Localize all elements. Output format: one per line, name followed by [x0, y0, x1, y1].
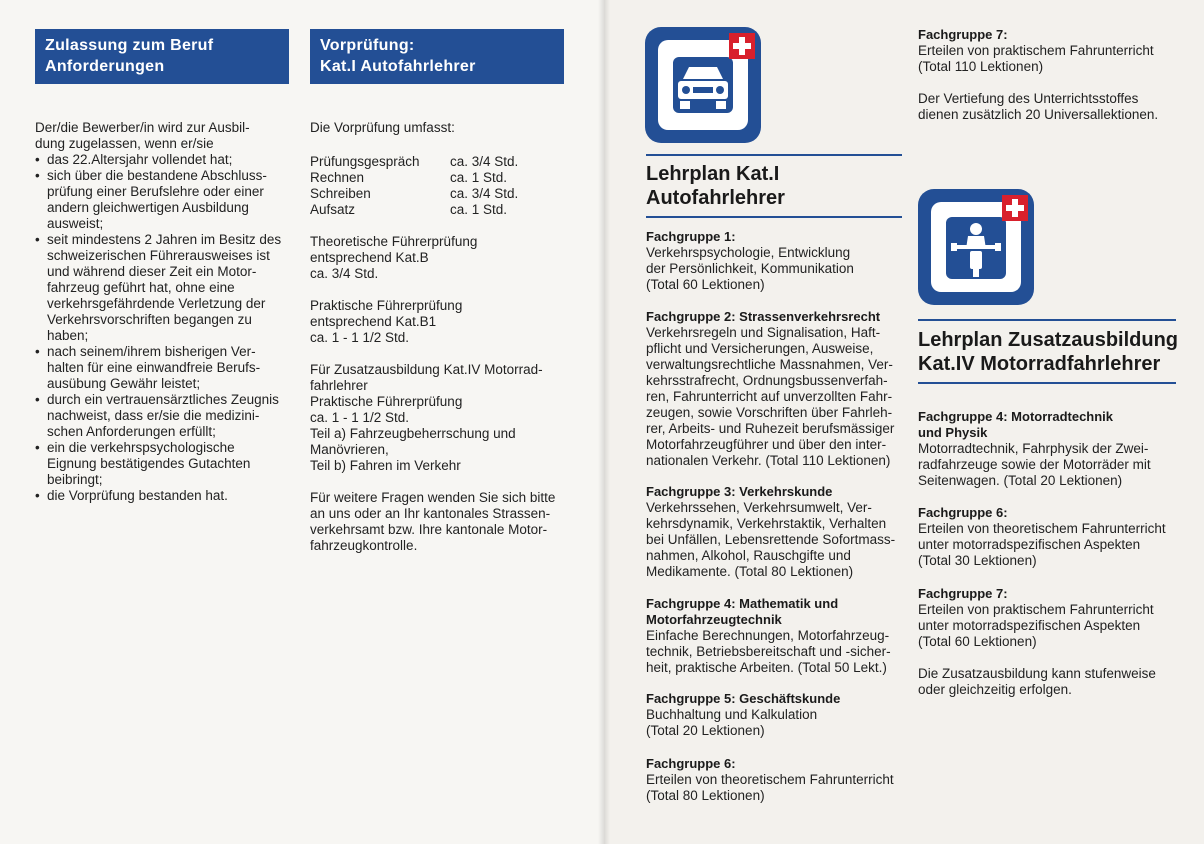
table-row [310, 186, 580, 202]
text-line: ausübung Gewähr leistet; [47, 376, 201, 391]
text-line: Der/die Bewerber/in wird zur Ausbil- [35, 120, 250, 135]
heading-line: Fachgruppe 7: [918, 586, 1008, 601]
text-line: und während dieser Zeit ein Motor- [47, 264, 257, 279]
fachgruppe-block [646, 229, 908, 293]
heading-line: Fachgruppe 1: [646, 229, 736, 244]
fachgruppe-heading [918, 505, 1188, 521]
text-line: • die Vorprüfung bestanden hat. [47, 488, 228, 503]
table-cell: ca. 3/4 Std. [450, 186, 519, 201]
universallektionen-note [918, 91, 1188, 123]
text-line: ca. 3/4 Std. [310, 266, 379, 281]
text-line: Seitenwagen. (Total 20 Lektionen) [918, 473, 1123, 488]
text-line: Einfache Berechnungen, Motorfahrzeug- [646, 628, 890, 643]
text-line: pflicht und Versicherungen, Ausweise, [646, 341, 874, 356]
text-line: radfahrzeuge sowie der Motorräder mit [918, 457, 1151, 472]
exam-duration-table [310, 154, 580, 218]
table-row [310, 154, 580, 170]
heading-line: Fachgruppe 3: Verkehrskunde [646, 484, 833, 499]
heading-line: und Physik [918, 425, 988, 440]
divider [918, 319, 1176, 321]
text-line: nahmen, Alkohol, Rauschgifte und [646, 548, 851, 563]
text-line: dienen zusätzlich 20 Universallektionen. [918, 107, 1159, 122]
text-line: Verkehrssehen, Verkehrsumwelt, Ver- [646, 500, 872, 515]
car-sign-icon [645, 27, 761, 143]
fachgruppe-heading [646, 229, 908, 245]
text-line: Erteilen von praktischem Fahrunterricht [918, 602, 1154, 617]
text-line: haben; [47, 328, 89, 343]
text-line: Für Zusatzausbildung Kat.IV Motorrad- [310, 362, 543, 377]
text-line: Buchhaltung und Kalkulation [646, 707, 818, 722]
fachgruppe-heading [646, 309, 908, 325]
table-cell: Schreiben [310, 186, 371, 201]
text-line: verkehrsgefährdende Verletzung der [47, 296, 266, 311]
text-line: • nach seinem/ihrem bisherigen Ver- [47, 344, 256, 359]
title-line: Autofahrlehrer [646, 187, 785, 209]
list-item [35, 232, 297, 344]
header-line: Kat.I Autofahrlehrer [320, 58, 476, 75]
fachgruppe-block [646, 596, 908, 676]
title-line: Lehrplan Zusatzausbildung [918, 329, 1179, 351]
table-cell: Rechnen [310, 170, 365, 185]
divider [918, 382, 1176, 384]
heading-line: Fachgruppe 7: [918, 27, 1008, 42]
list-item [35, 344, 297, 392]
text-line: nationalen Verkehr. (Total 110 Lektionen) [646, 453, 891, 468]
text-line: (Total 20 Lektionen) [646, 723, 765, 738]
text-line: Praktische Führerprüfung [310, 298, 463, 313]
intro-paragraph [35, 120, 297, 152]
heading-line: Motorfahrzeugtechnik [646, 612, 782, 627]
list-item [35, 168, 297, 232]
fachgruppe-block [646, 691, 908, 739]
table-cell: ca. 3/4 Std. [450, 154, 519, 169]
text-line: zeugen, sowie Vorschriften über Fahrleh- [646, 405, 893, 420]
intro-paragraph: Die Vorprüfung umfasst: [310, 120, 455, 135]
fachgruppe-block [646, 309, 908, 469]
text-line: schen Anforderungen erfüllt; [47, 424, 216, 439]
text-line: Erteilen von theoretischem Fahrunterricht [646, 772, 894, 787]
text-line: Für weitere Fragen wenden Sie sich bitte [310, 490, 556, 505]
heading-line: Fachgruppe 6: [918, 505, 1008, 520]
text-line: dung zugelassen, wenn er/sie [35, 136, 214, 151]
fachgruppe-heading [918, 409, 1188, 441]
list-item [35, 440, 297, 488]
fachgruppe-heading [646, 691, 908, 707]
fachgruppe-heading [918, 27, 1188, 43]
text-line: rer, Arbeits- und Ruhezeit berufsmässiger [646, 421, 895, 436]
page-fold [598, 0, 610, 844]
fachgruppe-block [918, 409, 1188, 489]
text-line: der Persönlichkeit, Kommunikation [646, 261, 854, 276]
fachgruppe-heading [918, 586, 1188, 602]
text-line: Verkehrspsychologie, Entwicklung [646, 245, 851, 260]
text-line: • durch ein vertrauensärztliches Zeugnis [47, 392, 279, 407]
text-line: unter motorradspezifischen Aspekten [918, 537, 1141, 552]
text-line: entsprechend Kat.B [310, 250, 429, 265]
swiss-cross-icon [1002, 195, 1028, 221]
text-line: verkehrsamt bzw. Ihre kantonale Motor- [310, 522, 548, 537]
header-line: Zulassung zum Beruf [45, 37, 214, 54]
list-item [35, 392, 297, 440]
text-line: (Total 60 Lektionen) [918, 634, 1037, 649]
text-line: • ein die verkehrspsychologische [47, 440, 235, 455]
fachgruppe-heading [646, 596, 908, 628]
lehrplan-kat4-title [918, 328, 1178, 376]
text-line: andern gleichwertigen Ausbildung [47, 200, 249, 215]
list-item [35, 152, 297, 168]
text-line: oder gleichzeitig erfolgen. [918, 682, 1072, 697]
heading-line: Fachgruppe 4: Mathematik und [646, 596, 839, 611]
requirements-list [35, 152, 297, 504]
text-line: kehrsstrafrecht, Ordnungsbussenverfah- [646, 373, 888, 388]
text-line: prüfung einer Berufslehre oder einer [47, 184, 264, 199]
text-line: • seit mindestens 2 Jahren im Besitz des [47, 232, 282, 247]
heading-line: Fachgruppe 5: Geschäftskunde [646, 691, 841, 706]
text-line: fahrzeug geführt hat, ohne eine [47, 280, 235, 295]
title-line: Lehrplan Kat.I [646, 163, 780, 185]
text-line: heit, praktische Arbeiten. (Total 50 Lekt.) [646, 660, 887, 675]
text-line: (Total 80 Lektionen) [646, 788, 765, 803]
text-line: Die Zusatzausbildung kann stufenweise [918, 666, 1156, 681]
paragraph [310, 234, 580, 282]
text-line: ren, Fahrunterricht auf unverzollten Fahr- [646, 389, 893, 404]
header-line: Vorprüfung: [320, 37, 415, 54]
fachgruppe-heading [646, 756, 908, 772]
zulassung-text [35, 120, 297, 504]
fachgruppe-block [646, 756, 908, 804]
stufenweise-note [918, 666, 1188, 698]
paragraph [310, 362, 580, 474]
title-line: Kat.IV Motorradfahrlehrer [918, 353, 1161, 375]
text-line: nachweist, dass er/sie die medizini- [47, 408, 260, 423]
text-line: ca. 1 - 1 1/2 Std. [310, 410, 410, 425]
text-line: kehrsdynamik, Verkehrstaktik, Verhalten [646, 516, 887, 531]
text-line: Manövrieren, [310, 442, 389, 457]
swiss-cross-icon [729, 33, 755, 59]
text-line: Erteilen von praktischem Fahrunterricht [918, 43, 1154, 58]
text-line: (Total 110 Lektionen) [918, 59, 1044, 74]
header-zulassung [35, 29, 289, 84]
text-line: Eignung bestätigendes Gutachten [47, 456, 251, 471]
text-line: Motorfahrzeugführer und über den inter- [646, 437, 887, 452]
table-row [310, 202, 580, 218]
paragraph [310, 490, 580, 554]
text-line: Theoretische Führerprüfung [310, 234, 478, 249]
text-line: Der Vertiefung des Unterrichtsstoffes [918, 91, 1139, 106]
divider [646, 154, 902, 156]
text-line: Praktische Führerprüfung [310, 394, 463, 409]
fachgruppe-heading [646, 484, 908, 500]
table-cell: ca. 1 Std. [450, 170, 508, 185]
text-line: Erteilen von theoretischem Fahrunterricht [918, 521, 1166, 536]
fachgruppe-block [918, 586, 1188, 650]
table-row [310, 170, 580, 186]
text-line: bei Unfällen, Lebensrettende Sofortmass- [646, 532, 896, 547]
text-line: Teil b) Fahren im Verkehr [310, 458, 461, 473]
text-line: an uns oder an Ihr kantonales Strassen- [310, 506, 551, 521]
text-line: unter motorradspezifischen Aspekten [918, 618, 1141, 633]
fachgruppe-block [918, 505, 1188, 569]
text-line: • das 22.Altersjahr vollendet hat; [47, 152, 233, 167]
text-line: fahrlehrer [310, 378, 368, 393]
text-line: beibringt; [47, 472, 103, 487]
heading-line: Fachgruppe 6: [646, 756, 736, 771]
paragraph [310, 298, 580, 346]
text-line: entsprechend Kat.B1 [310, 314, 437, 329]
text-line: Motorradtechnik, Fahrphysik der Zwei- [918, 441, 1149, 456]
text-line: • sich über die bestandene Abschluss- [47, 168, 267, 183]
heading-line: Fachgruppe 4: Motorradtechnik [918, 409, 1114, 424]
text-line: Medikamente. (Total 80 Lektionen) [646, 564, 854, 579]
text-line: verwaltungsrechtliche Massnahmen, Ver- [646, 357, 893, 372]
text-line: Verkehrsregeln und Signalisation, Haft- [646, 325, 881, 340]
header-vorpruefung [310, 29, 564, 84]
text-line: fahrzeugkontrolle. [310, 538, 418, 553]
list-item [35, 488, 297, 504]
text-line: ca. 1 - 1 1/2 Std. [310, 330, 410, 345]
table-cell: Aufsatz [310, 202, 356, 217]
text-line: technik, Betriebsbereitschaft und -sicher- [646, 644, 891, 659]
text-line: Teil a) Fahrzeugbeherrschung und [310, 426, 516, 441]
fachgruppe-block [646, 484, 908, 580]
divider [646, 216, 902, 218]
text-line: ausweist; [47, 216, 104, 231]
heading-line: Fachgruppe 2: Strassenverkehrsrecht [646, 309, 881, 324]
lehrplan-kat1-title [646, 162, 785, 210]
text-line: Verkehrsvorschriften begangen zu [47, 312, 252, 327]
text-line: halten für eine einwandfreie Berufs- [47, 360, 261, 375]
text-line: (Total 30 Lektionen) [918, 553, 1037, 568]
table-cell: Prüfungsgespräch [310, 154, 420, 169]
text-line: (Total 60 Lektionen) [646, 277, 765, 292]
text-line: schweizerischen Führerausweises ist [47, 248, 270, 263]
vorpruefung-text [310, 120, 580, 554]
motorcycle-sign-icon [918, 189, 1034, 305]
fachgruppe-7-kat1 [918, 27, 1188, 75]
header-line: Anforderungen [45, 58, 165, 75]
table-cell: ca. 1 Std. [450, 202, 508, 217]
